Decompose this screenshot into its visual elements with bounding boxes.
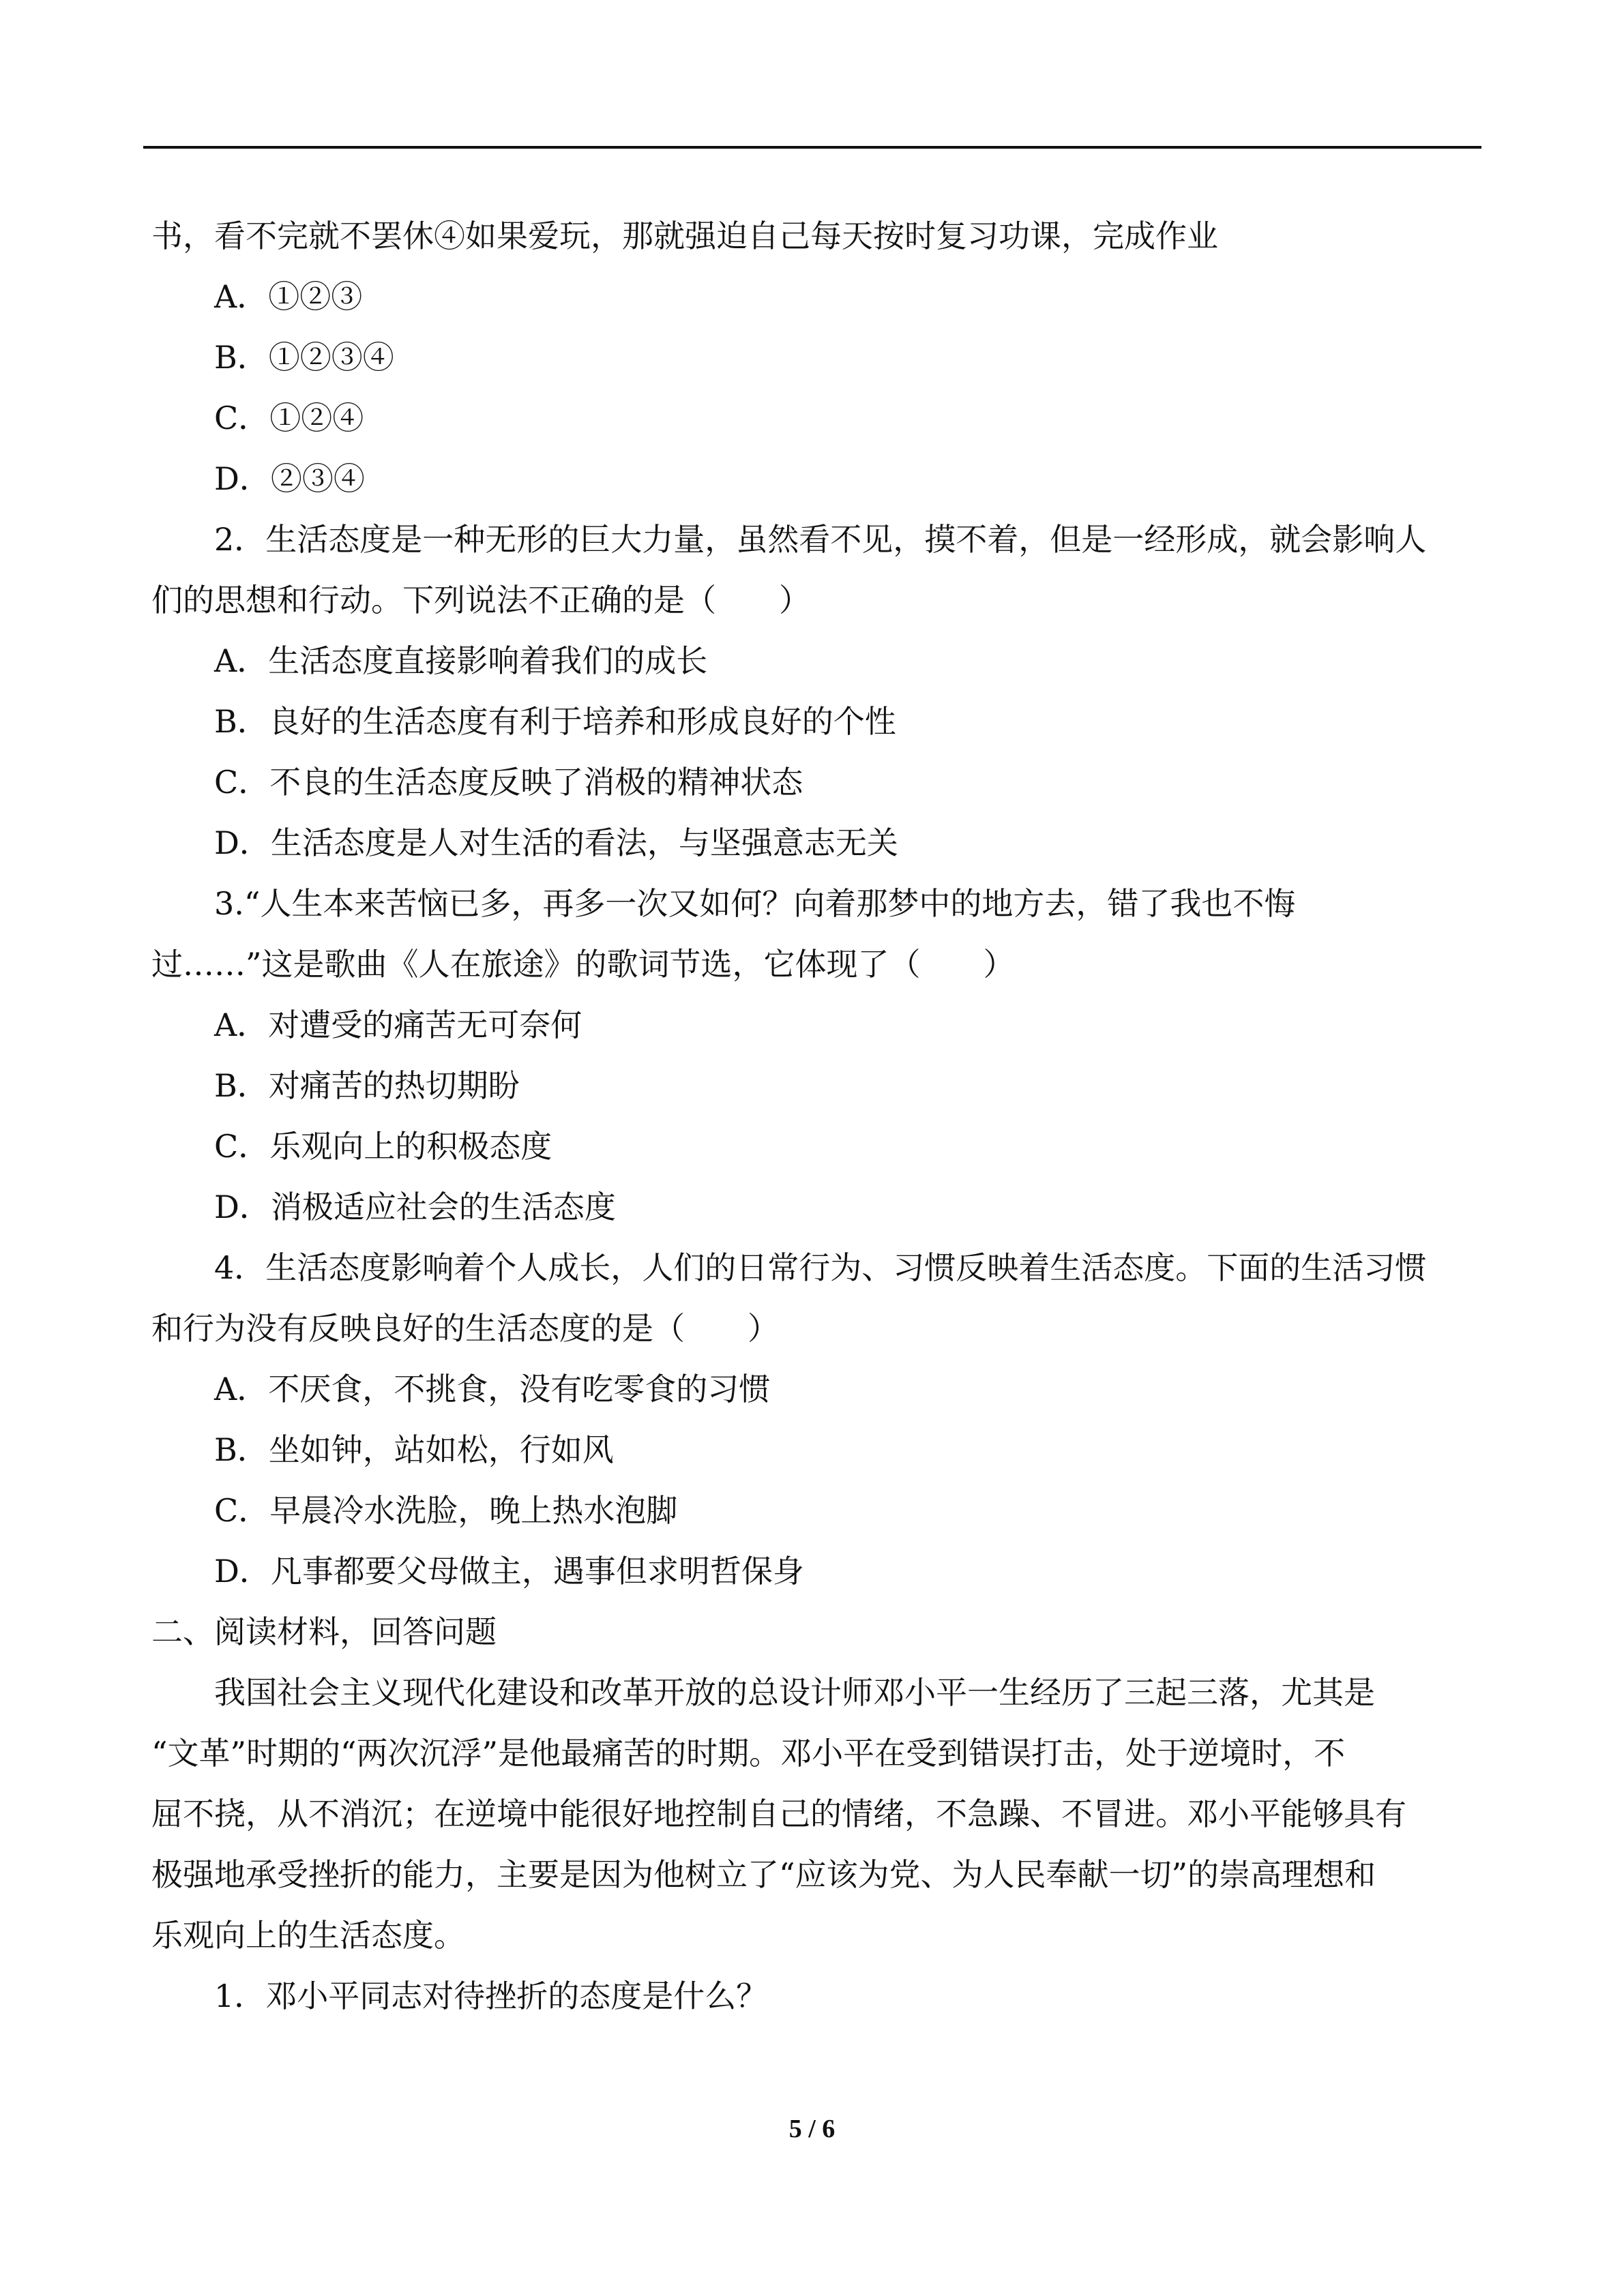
q4-option-d: D．凡事都要父母做主，遇事但求明哲保身	[214, 1553, 804, 1590]
q4-option-c: C．早晨冷水洗脸，晚上热水泡脚	[214, 1492, 678, 1529]
page-number: 5 / 6	[788, 2115, 836, 2143]
q4-stem-line-1: 4．生活态度影响着个人成长，人们的日常行为、习惯反映着生活态度。下面的生活习惯	[214, 1249, 1427, 1286]
q1-option-b: B．①②③④	[214, 339, 394, 376]
passage-line-1: 我国社会主义现代化建设和改革开放的总设计师邓小平一生经历了三起三落，尤其是	[214, 1674, 1375, 1711]
q2-stem-line-2: 们的思想和行动。下列说法不正确的是（ ）	[151, 582, 810, 618]
q2-option-a: A．生活态度直接影响着我们的成长	[214, 642, 708, 679]
question-4	[151, 1238, 1481, 1602]
question-3	[151, 874, 1481, 1238]
q2-option-c: C．不良的生活态度反映了消极的精神状态	[214, 764, 803, 801]
q4-option-b: B．坐如钟，站如松，行如风	[214, 1431, 614, 1468]
q1-options	[151, 267, 1481, 509]
q1-option-a: A．①②③	[214, 278, 363, 315]
question-2	[151, 509, 1481, 874]
continued-text-line: 书，看不完就不罢休④如果爱玩，那就强迫自己每天按时复习功课，完成作业	[151, 218, 1218, 254]
section-2	[151, 1602, 1481, 2027]
q1-option-c: C．①②④	[214, 400, 364, 436]
q1-option-d: D．②③④	[214, 460, 365, 497]
reading-question-1: 1．邓小平同志对待挫折的态度是什么？	[214, 1978, 768, 2014]
q4-option-a: A．不厌食，不挑食，没有吃零食的习惯	[214, 1371, 771, 1407]
section-heading: 二、阅读材料，回答问题	[151, 1613, 497, 1650]
q2-option-d: D．生活态度是人对生活的看法，与坚强意志无关	[214, 824, 898, 861]
q3-stem-line-1: 3.“人生本来苦恼已多，再多一次又如何？向着那梦中的地方去，错了我也不悔	[214, 885, 1296, 922]
passage-line-4: 极强地承受挫折的能力，主要是因为他树立了“应该为党、为人民奉献一切”的崇高理想和	[151, 1856, 1376, 1893]
passage-line-2: “文革”时期的“两次沉浮”是他最痛苦的时期。邓小平在受到错误打击，处于逆境时，不	[151, 1735, 1346, 1772]
q2-stem-line-1: 2．生活态度是一种无形的巨大力量，虽然看不见，摸不着，但是一经形成，就会影响人	[214, 521, 1427, 558]
header-rule	[143, 146, 1481, 149]
q3-stem-line-2: 过……”这是歌曲《人在旅途》的歌词节选，它体现了（ ）	[151, 946, 1015, 983]
q4-stem-line-2: 和行为没有反映良好的生活态度的是（ ）	[151, 1310, 779, 1347]
passage-line-5: 乐观向上的生活态度。	[151, 1917, 465, 1954]
q2-option-b: B．良好的生活态度有利于培养和形成良好的个性	[214, 703, 896, 740]
q3-option-c: C．乐观向上的积极态度	[214, 1128, 552, 1165]
q3-option-a: A．对遭受的痛苦无可奈何	[214, 1007, 582, 1043]
q3-option-d: D．消极适应社会的生活态度	[214, 1189, 616, 1225]
document-body	[151, 206, 1481, 2027]
q3-option-b: B．对痛苦的热切期盼	[214, 1067, 520, 1104]
passage-line-3: 屈不挠，从不消沉；在逆境中能很好地控制自己的情绪，不急躁、不冒进。邓小平能够具有	[151, 1795, 1406, 1832]
